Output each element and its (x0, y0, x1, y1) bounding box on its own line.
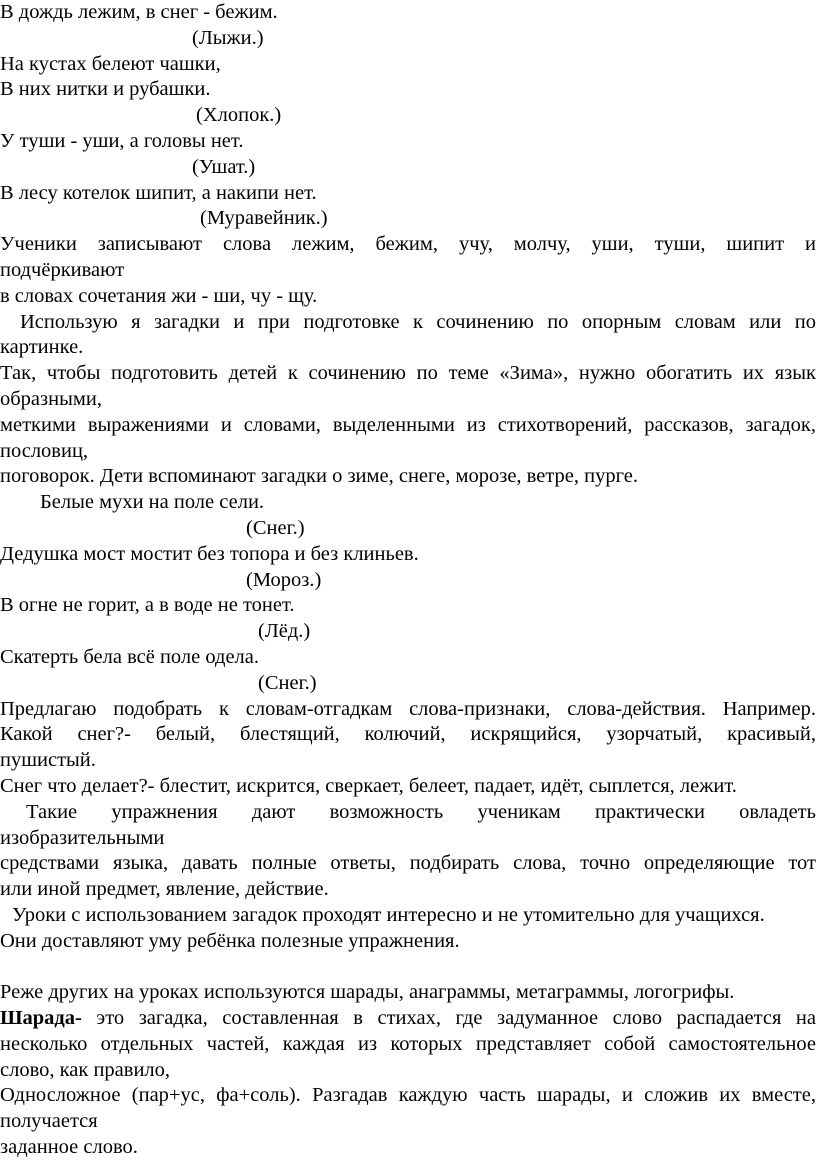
riddle-line: В лесу котелок шипит, а накипи нет. (0, 181, 317, 204)
paragraph-line: получается (0, 1110, 98, 1133)
paragraph-line: несколько отдельных частей, каждая из которых представляет собой самостоятельное (0, 1032, 816, 1055)
paragraph-line: в словах сочетания жи - ши, чу - щу. (0, 284, 318, 307)
paragraph-line: меткими выражениями и словами, выделенными из стихотворений, рассказов, загадок, (0, 413, 816, 436)
paragraph-line: или иной предмет, явление, действие. (0, 878, 329, 901)
paragraph-line: изобразительными (0, 826, 165, 849)
paragraph-line: картинке. (0, 336, 84, 359)
paragraph-line: средствами языка, давать полные ответы, подбирать слова, точно определяющие тот (0, 852, 816, 875)
riddle-line: Белые мухи на поле сели. (40, 491, 265, 514)
paragraph-line: Использую я загадки и при подготовке к сочинению по опорным словам или по (20, 310, 816, 333)
riddle-line: В огне не горит, а в воде не тонет. (0, 594, 295, 617)
paragraph-line: Какой снег?- белый, блестящий, колючий, искрящийся, узорчатый, красивый, (0, 723, 816, 746)
paragraph-line: подчёркивают (0, 258, 125, 281)
paragraph-line: пословиц, (0, 439, 89, 462)
riddle-answer: (Муравейник.) (200, 207, 328, 230)
paragraph-line: Такие упражнения дают возможность ученикам практически овладеть (26, 800, 816, 823)
riddle-line: Скатерть бела всё поле одела. (0, 645, 260, 668)
paragraph-line: заданное слово. (0, 1136, 138, 1159)
riddle-answer: (Лёд.) (258, 620, 311, 643)
paragraph-line: Они доставляют уму ребёнка полезные упражнения. (0, 929, 460, 952)
blank-line (0, 954, 816, 980)
term-bold: Шарада- (0, 1007, 82, 1030)
paragraph-line: Односложное (пар+ус, фа+соль). Разгадав каждую часть шарады, и сложив их вместе, (0, 1084, 816, 1107)
riddle-answer: (Снег.) (258, 671, 317, 694)
riddle-line: В них нитки и рубашки. (0, 78, 211, 101)
paragraph-line: Снег что делает?- блестит, искрится, сверкает, белеет, падает, идёт, сыплется, лежит. (0, 774, 737, 797)
term-definition: это загадка, составленная в стихах, где задуманное слово распадается на (81, 1007, 816, 1030)
riddle-line: В дождь лежим, в снег - бежим. (0, 1, 278, 23)
paragraph-line: Предлагаю подобрать к словам-отгадкам слова-признаки, слова-действия. Например. (0, 697, 816, 720)
paragraph-line: пушистый. (0, 749, 96, 772)
riddle-line: Дедушка мост мостит без топора и без клиньев. (0, 542, 419, 565)
paragraph-line (0, 1006, 816, 1032)
paragraph-line: Уроки с использованием загадок проходят интересно и не утомительно для учащихся. (12, 903, 765, 926)
riddle-line: На кустах белеют чашки, (0, 52, 221, 75)
paragraph-line: слово, как правило, (0, 1058, 171, 1081)
riddle-answer: (Ушат.) (192, 155, 256, 178)
riddle-answer: (Мороз.) (246, 568, 322, 591)
paragraph-line: Так, чтобы подготовить детей к сочинению по теме «Зима», нужно обогатить их язык (0, 362, 816, 385)
paragraph-line: образными, (0, 387, 102, 410)
riddle-answer: (Хлопок.) (196, 104, 282, 127)
riddle-line: У туши - уши, а головы нет. (0, 129, 244, 152)
riddle-answer: (Лыжи.) (192, 26, 264, 49)
paragraph-line: Реже других на уроках используются шарады, анаграммы, метаграммы, логогрифы. (0, 981, 735, 1004)
riddle-answer: (Снег.) (246, 516, 305, 539)
paragraph-line: поговорок. Дети вспоминают загадки о зиме, снеге, морозе, ветре, пурге. (0, 465, 638, 488)
paragraph-line: Ученики записывают слова лежим, бежим, учу, молчу, уши, туши, шипит и (0, 233, 816, 256)
